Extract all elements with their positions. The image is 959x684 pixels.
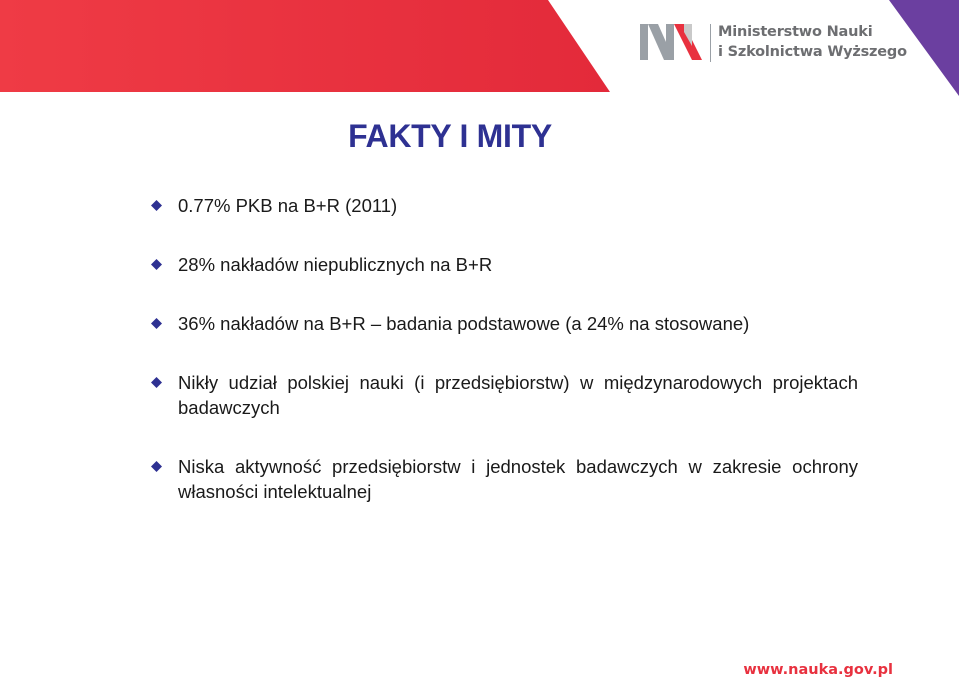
header-red-shape (0, 0, 610, 92)
diamond-bullet-icon (151, 200, 162, 211)
bullet-text: 28% nakładów niepublicznych na B+R (178, 254, 493, 275)
ministry-logo (640, 20, 907, 66)
ministry-logo-mark-icon (640, 24, 702, 60)
bullet-text: 0.77% PKB na B+R (2011) (178, 195, 398, 216)
ministry-name-line1: Ministerstwo Nauki (718, 24, 873, 40)
bullet-item (148, 311, 858, 336)
ministry-name (718, 22, 907, 62)
ministry-name-line2: i Szkolnictwa Wyższego (718, 44, 907, 60)
bullet-item (148, 252, 858, 277)
bullet-text: Niska aktywność przedsiębiorstw i jednostek badawczych w zakresie ochrony własności intelektualnej (178, 456, 858, 502)
bullet-text: 36% nakładów na B+R – badania podstawowe (a 24% na stosowane) (178, 313, 750, 334)
slide-title-text: FAKTY I MITY (348, 118, 552, 154)
bullet-item (148, 193, 858, 218)
bullet-text: Nikły udział polskiej nauki (i przedsiębiorstw) w międzynarodowych projektach badawczych (178, 372, 858, 418)
diamond-bullet-icon (151, 318, 162, 329)
footer-url[interactable]: www.nauka.gov.pl (743, 662, 893, 678)
bullet-list (148, 193, 858, 504)
diamond-bullet-icon (151, 377, 162, 388)
diamond-bullet-icon (151, 461, 162, 472)
diamond-bullet-icon (151, 259, 162, 270)
slide-title (0, 118, 900, 155)
logo-divider (710, 24, 711, 62)
bullet-item (148, 454, 858, 504)
bullet-item (148, 370, 858, 420)
